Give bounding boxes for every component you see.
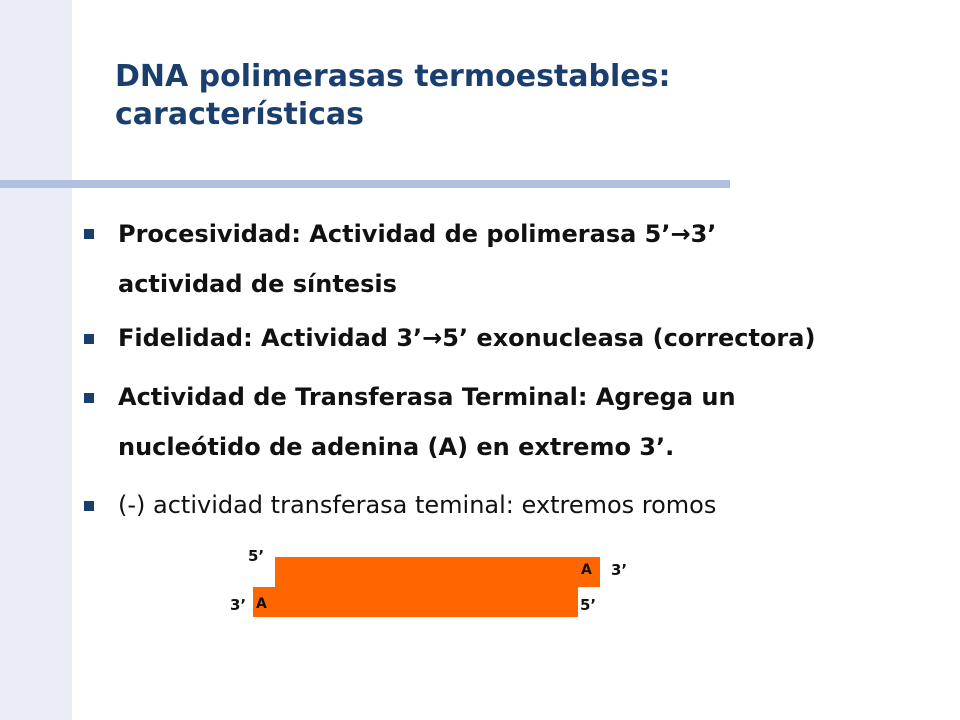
bottom-adenine-overhang: A: [256, 596, 267, 612]
bullet-square-icon: [84, 393, 94, 403]
bullet-text-line-1: Procesividad: Actividad de polimerasa 5’→3’: [118, 220, 717, 248]
top-strand-bar: [275, 557, 600, 587]
top-strand-3prime-label: 3’: [611, 561, 628, 579]
bottom-strand-bar: [253, 587, 578, 617]
bullet-square-icon: [84, 334, 94, 344]
title-line-1: DNA polimerasas termoestables:: [115, 59, 671, 94]
top-strand-5prime-label: 5’: [248, 547, 265, 565]
bottom-strand-5prime-label: 5’: [580, 596, 597, 614]
title-underline: [0, 180, 730, 188]
bottom-strand-3prime-label: 3’: [230, 596, 247, 614]
bullet-text-line-1: Actividad de Transferasa Terminal: Agrega un: [118, 383, 736, 411]
bullet-text-line-1: Fidelidad: Actividad 3’→5’ exonucleasa (correctora): [118, 324, 816, 352]
slide-left-band: [0, 0, 72, 720]
title-line-2: características: [115, 97, 364, 132]
bullet-text-line-2: nucleótido de adenina (A) en extremo 3’.: [118, 433, 675, 461]
top-adenine-overhang: A: [581, 562, 592, 578]
bullet-text-line-2: actividad de síntesis: [118, 270, 397, 298]
bullet-square-icon: [84, 229, 94, 239]
bullet-square-icon: [84, 501, 94, 511]
slide-title: [115, 58, 875, 134]
bullet-text-line-1: (-) actividad transferasa teminal: extremos romos: [118, 491, 717, 519]
